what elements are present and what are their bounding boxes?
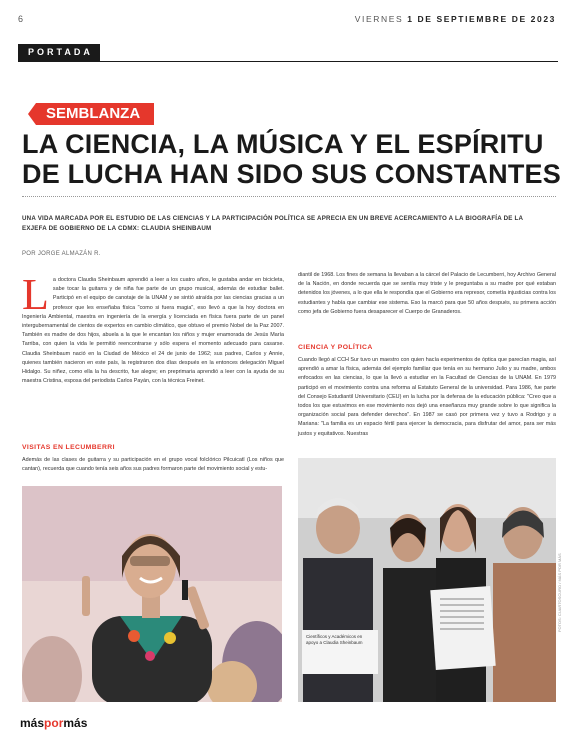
subhead: UNA VIDA MARCADA POR EL ESTUDIO DE LAS CIENCIAS Y LA PARTICIPACIÓN POLÍTICA SE APRECIA EN UN BREVE ACERCAMIENTO A LA BIOGRAFÍA DE LA EXJEFA DE GOBIERNO DE LA CDMX: CLAUDIA SHEINBAUM [22, 215, 523, 232]
paragraph-2: Además de las clases de guitarra y su participación en el grupo vocal folclórico Pilcuicatl (Los niños que cantan), recuerda que cuando tenía seis años sus padres formaron parte del movimiento social y estu- [22, 457, 284, 473]
section-rule [18, 61, 558, 62]
paragraph-3: diantil de 1968. Los fines de semana la llevaban a la cárcel del Palacio de Lecumberri, hoy Archivo General de la Nación, en donde recuerda que se sentía muy triste y le preguntaba a su madre por qué estaban detenidos los jóvenes, a lo que ella le respondía que el Gobierno era represor, cometía injusticias contra los estudiantes y había que cambiar ese sistema. Eso la marcó para que 50 años después, su primera acción como jefa de Gobierno fuera desaparecer el Cuerpo de Granaderos. [298, 272, 556, 315]
photo-credit: FOTOS: CUARTOSCURO / MÁS POR MÁS [557, 553, 562, 632]
column-1-intro [22, 270, 284, 386]
drop-cap: L [22, 270, 49, 319]
paragraph-4: Cuando llegó al CCH Sur tuvo un maestro con quien hacía experimentos de óptica que parecían magia, así aprendió a amar la física, además del ejemplo familiar que tenía en su hermano Julio y su madre, ambos enfocados en las ciencias, lo que la llevó a estudiar en la Facultad de Ciencias de la UNAM. En 1979 participó en el movimiento contra una reforma al Estatuto General de la universidad. Para 1986, fue parte del Consejo Estudiantil Universitario (CEU) en la lucha por la defensa de la educación pública: "Creo que a todos los que estuvimos en ese movimiento nos dejó una enseñanza muy grande sobre lo que significa la organización social para defender derechos". En 1987 se casó por primera vez y tuvo a Rodrigo y a Mariana: "La familia es un espacio fértil para ejercer la democracia, para disfrutar del amor, para ser más justos y equitativos. Nuestras [298, 357, 556, 437]
photo-group [298, 458, 556, 702]
subheading-ciencia: CIENCIA Y POLÍTICA [298, 344, 373, 351]
dotted-divider [22, 196, 556, 197]
section-label: PORTADA [18, 44, 100, 61]
byline: POR JORGE ALMAZÁN R. [22, 251, 101, 257]
article-tag: SEMBLANZA [36, 103, 154, 125]
issue-date: VIERNES 1 DE SEPTIEMBRE DE 2023 [354, 14, 556, 24]
photo-singing [22, 486, 282, 702]
brand-logo: máspormás [20, 716, 88, 730]
subheading-lecumberri: VISITAS EN LECUMBERRI [22, 444, 115, 451]
page-number: 6 [18, 14, 24, 24]
paragraph-1: a doctora Claudia Sheinbaum aprendió a leer a los cuatro años, le gustaba andar en bicicleta, sabe tocar la guitarra y de niña fue parte de un grupo musical, además de estudiar ballet. Participó en el equipo de canotaje de la UNAM y se sintió atraída por las ciencias gracias a un profesor que les enseñaba física "como si fuera magia", eso llevó a que la hoy doctora en Ingeniería Ambiental, maestra en ingeniería de la energía y licenciada en física fuera parte de un panel intergubernamental de cientos de expertos en cambio climático, que obtuvo el premio Nobel de la Paz 2007. También es madre de dos hijos, abuela a la que le encantan los niños y mujer enamorada de Jesús María Tarriba, con quien la vida le permitió reencontrarse y sólo espera el momento adecuado para casarse. Claudia Sheinbaum nació en la Ciudad de México el 24 de junio de 1962; sus padres, Carlos y Annie, quienes también nacieron en este país, la registraron dos días después en la entonces delegación Miguel Hidalgo. Su niñez, como ella la ha descrito, fue alegre; en preprimaria aprendió a leer con la ayuda de su maestra Cristina, esposa del periodista Carlos Payán, con la técnica Freinet. [22, 277, 284, 385]
headline: LA CIENCIA, LA MÚSICA Y EL ESPÍRITU DE LUCHA HAN SIDO SUS CONSTANTES [22, 129, 561, 189]
issue-date-bold: 1 DE SEPTIEMBRE DE 2023 [407, 14, 556, 24]
photo-sign-text: Científicos y Académicos en apoyo a Claudia Sheinbaum [306, 634, 363, 645]
